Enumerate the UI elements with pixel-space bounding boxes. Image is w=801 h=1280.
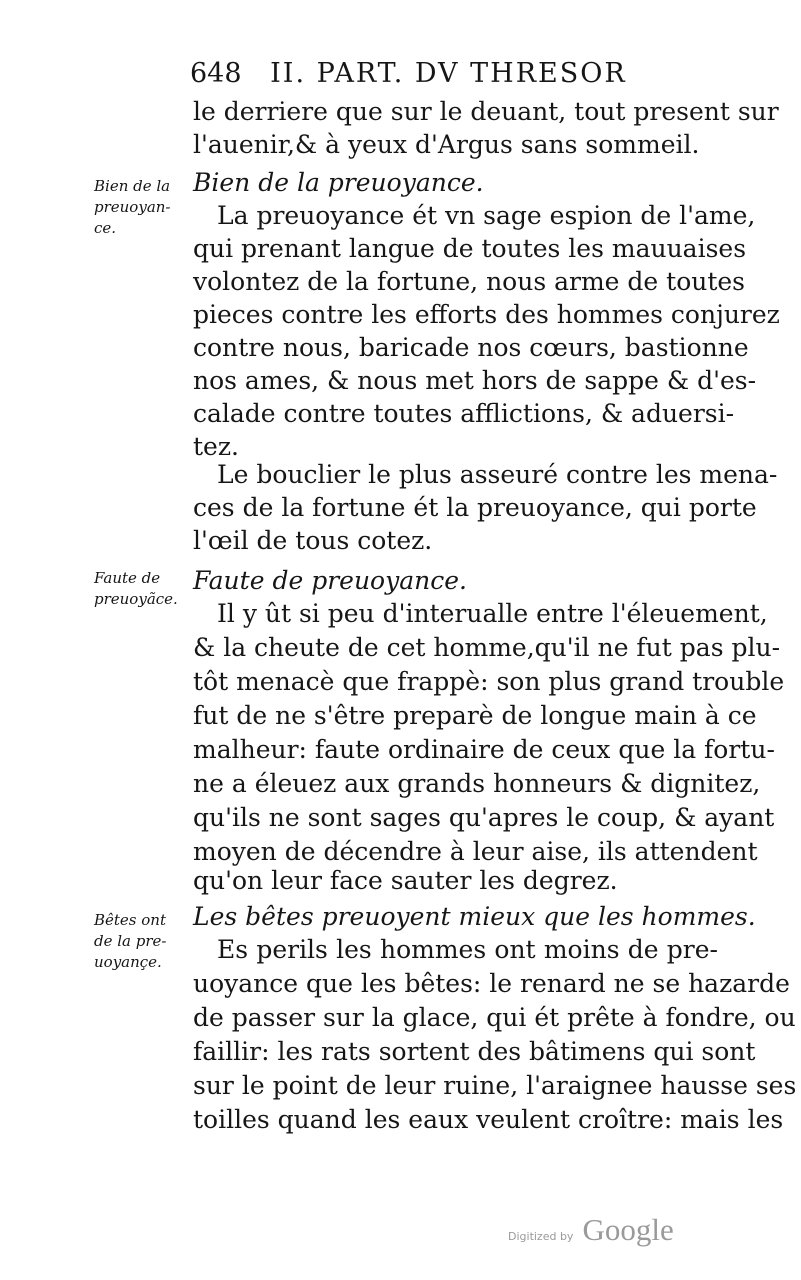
digitized-watermark	[508, 1212, 674, 1248]
text-line: tôt menacè que frappè: son plus grand trouble	[193, 667, 785, 696]
text-line: malheur: faute ordinaire de ceux que la fortu-	[193, 735, 775, 764]
text-line: qui prenant langue de toutes les mauuaises	[193, 234, 747, 263]
margin-note-line: Bien de la	[94, 177, 171, 195]
text-line: ces de la fortune ét la preuoyance, qui porte	[193, 493, 757, 522]
text-line: qu'ils ne sont sages qu'apres le coup, & ayant	[193, 803, 775, 832]
text-line: Il y ût si peu d'interualle entre l'éleuement,	[217, 599, 768, 628]
text-line: volontez de la fortune, nous arme de toutes	[193, 267, 746, 296]
text-line: qu'on leur face sauter les degrez.	[193, 866, 618, 895]
running-title: II. PART. DV THRESOR	[270, 58, 627, 89]
page-number: 648	[190, 58, 242, 89]
text-line: fut de ne s'être preparè de longue main à ce	[193, 701, 757, 730]
text-line: tez.	[193, 432, 239, 461]
text-line: uoyance que les bêtes: le renard ne se hazarde	[193, 969, 790, 998]
margin-note	[94, 568, 186, 610]
text-line: contre nous, baricade nos cœurs, bastionne	[193, 333, 749, 362]
text-line: l'œil de tous cotez.	[193, 526, 433, 555]
text-line: pieces contre les efforts des hommes conjurez	[193, 300, 780, 329]
google-logo: Google	[582, 1212, 674, 1247]
text-line: ne a éleuez aux grands honneurs & dignitez,	[193, 769, 761, 798]
text-line: calade contre toutes afflictions, & aduersi-	[193, 399, 735, 428]
text-line: sur le point de leur ruine, l'araignee hausse ses	[193, 1071, 797, 1100]
margin-note-line: Bêtes ont	[94, 911, 166, 929]
margin-note	[94, 176, 186, 239]
text-line: toilles quand les eaux veulent croître: mais les	[193, 1105, 784, 1134]
margin-note-line: preuoyan-	[94, 198, 171, 216]
margin-note-line: Faute de	[94, 569, 161, 587]
text-line: l'auenir,& à yeux d'Argus sans sommeil.	[193, 130, 700, 159]
text-line: faillir: les rats sortent des bâtimens qui sont	[193, 1037, 756, 1066]
text-line: moyen de décendre à leur aise, ils attendent	[193, 837, 758, 866]
margin-note	[94, 910, 186, 973]
text-line: La preuoyance ét vn sage espion de l'ame,	[217, 201, 756, 230]
text-line: Le bouclier le plus asseuré contre les mena-	[217, 460, 778, 489]
text-line: le derriere que sur le deuant, tout present sur	[193, 97, 779, 126]
text-line: & la cheute de cet homme,qu'il ne fut pas plu-	[193, 633, 781, 662]
margin-note-line: ce.	[94, 219, 117, 237]
page-header	[190, 58, 670, 89]
watermark-prefix: Digitized by	[508, 1230, 574, 1243]
text-line: de passer sur la glace, qui ét prête à fondre, ou	[193, 1003, 796, 1032]
text-line: nos ames, & nous met hors de sappe & d'es-	[193, 366, 757, 395]
section-heading: Faute de preuoyance.	[193, 566, 467, 595]
section-heading: Bien de la preuoyance.	[193, 168, 484, 197]
margin-note-line: de la pre-	[94, 932, 167, 950]
text-line: Es perils les hommes ont moins de pre-	[217, 935, 718, 964]
margin-note-line: preuoyãce.	[94, 590, 178, 608]
margin-note-line: uoyançe.	[94, 953, 162, 971]
section-heading: Les bêtes preuoyent mieux que les hommes.	[193, 902, 756, 931]
